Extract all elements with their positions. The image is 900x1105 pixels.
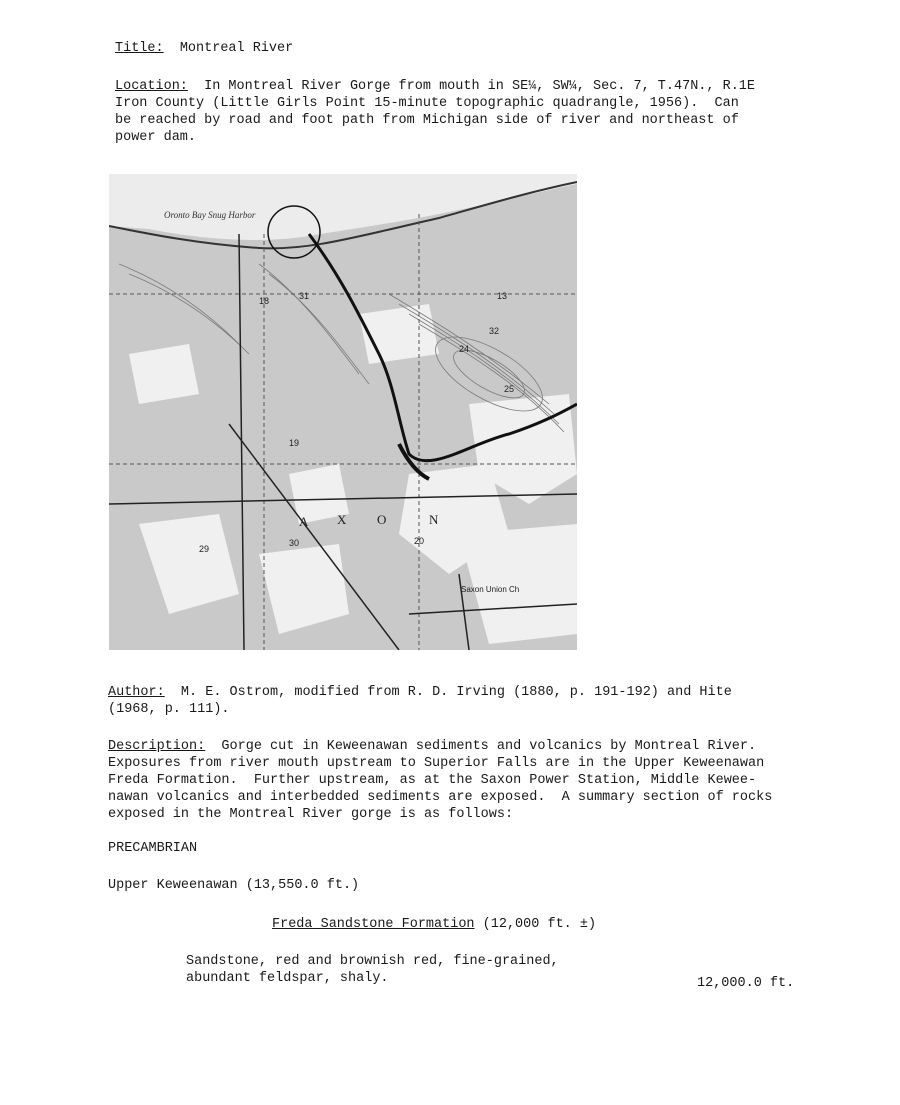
unit-thickness: 12,000.0 ft. [697,976,795,991]
description-paragraph [108,738,772,823]
unit-line-1: Sandstone, red and brownish red, fine-grained, [186,954,559,969]
formation-name: Freda Sandstone Formation [272,917,475,932]
description-label: Description: [108,739,206,754]
series-heading: Upper Keweenawan (13,550.0 ft.) [108,878,360,893]
location-paragraph [115,78,755,146]
description-line-1: Gorge cut in Keweenawan sediments and volcanics by Montreal River. [221,739,757,754]
section-number: 29 [199,544,210,554]
location-line-1: In Montreal River Gorge from mouth in SE¼, SW¼, Sec. 7, T.47N., R.1E [204,79,756,94]
place-label: Saxon Union Ch [461,585,520,594]
title-value: Montreal River [179,41,294,56]
section-number: 24 [459,344,470,354]
section-number: 31 [299,291,310,301]
section-number: 18 [259,296,270,306]
location-line-2: Iron County (Little Girls Point 15-minute topographic quadrangle, 1956). Can [115,96,739,111]
author-label: Author: [108,685,165,700]
town-letter: A [299,514,309,529]
town-letter: O [377,512,387,527]
author-line-2: (1968, p. 111). [108,702,230,717]
unit-line-2: abundant feldspar, shaly. [186,971,389,986]
location-line-4: power dam. [115,130,197,145]
title-label: Title: [115,41,164,56]
location-label: Location: [115,79,188,94]
section-number: 32 [489,326,500,336]
town-letter: X [337,512,347,527]
formation-heading [272,916,596,933]
section-number: 25 [504,384,515,394]
formation-thickness: (12,000 ft. ±) [482,917,597,932]
description-line-5: exposed in the Montreal River gorge is as follows: [108,807,514,822]
section-number: 13 [497,291,508,301]
section-number: 19 [289,438,300,448]
town-letter: N [429,512,439,527]
topographic-map [109,174,577,650]
author-paragraph [108,684,732,718]
description-line-4: nawan volcanics and interbedded sediments are exposed. A summary section of rocks [108,790,773,805]
era-heading: PRECAMBRIAN [108,841,198,856]
section-number: 30 [289,538,300,548]
harbor-label: Oronto Bay Snug Harbor [164,210,256,220]
description-line-2: Exposures from river mouth upstream to Superior Falls are in the Upper Keweenawan [108,756,765,771]
title-line [115,40,293,57]
section-number: 20 [414,536,425,546]
location-line-3: be reached by road and foot path from Michigan side of river and northeast of [115,113,739,128]
author-line-1: M. E. Ostrom, modified from R. D. Irving (1880, p. 191-192) and Hite [180,685,732,700]
unit-description [186,953,559,987]
description-line-3: Freda Formation. Further upstream, as at the Saxon Power Station, Middle Kewee- [108,773,757,788]
